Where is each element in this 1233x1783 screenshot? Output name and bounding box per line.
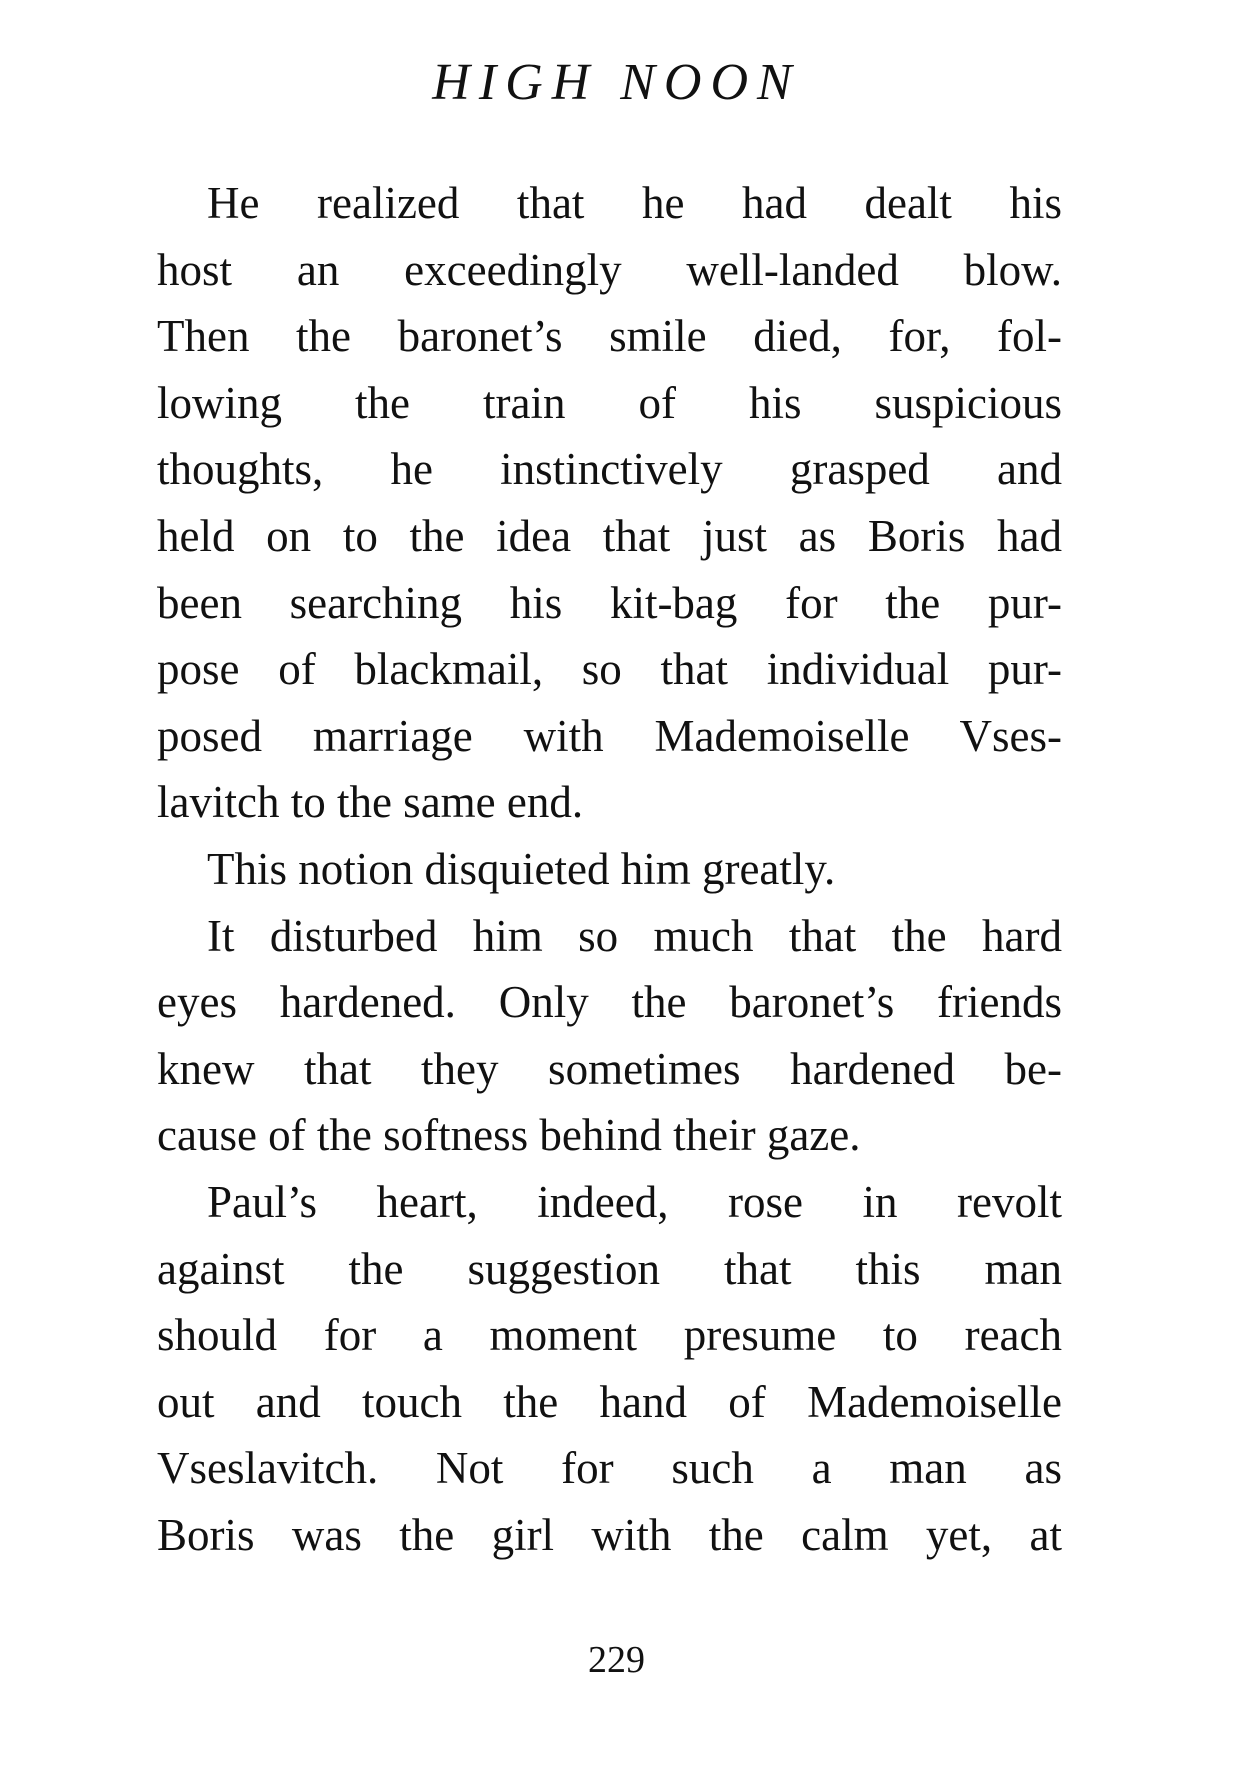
text-line: It disturbed him so much that the hard: [207, 910, 1062, 961]
text-line: eyes hardened. Only the baronet’s friends: [157, 977, 1062, 1028]
text-line: thoughts, he instinctively grasped and: [157, 444, 1062, 495]
text-line: should for a moment presume to reach: [157, 1310, 1062, 1361]
text-line: cause of the softness behind their gaze.: [157, 1110, 861, 1161]
text-line: Vseslavitch. Not for such a man as: [157, 1443, 1062, 1494]
text-line: against the suggestion that this man: [157, 1243, 1062, 1294]
text-line: been searching his kit-bag for the pur-: [157, 577, 1062, 628]
text-line: He realized that he had dealt his: [207, 178, 1062, 228]
text-line: out and touch the hand of Mademoiselle: [157, 1376, 1062, 1427]
text-line: Paul’s heart, indeed, rose in revolt: [207, 1176, 1062, 1227]
body-text: [157, 170, 1062, 1568]
text-line: This notion disquieted him greatly.: [207, 843, 836, 894]
running-head: HIGH NOON: [432, 54, 801, 111]
text-line: held on to the idea that just as Boris had: [157, 510, 1062, 561]
text-line: host an exceedingly well-landed blow.: [157, 244, 1062, 295]
text-line: Then the baronet’s smile died, for, fol-: [157, 311, 1062, 362]
text-line: pose of blackmail, so that individual pur-: [157, 644, 1062, 695]
text-line: Boris was the girl with the calm yet, at: [157, 1509, 1062, 1560]
text-line: posed marriage with Mademoiselle Vses-: [157, 710, 1062, 761]
text-line: lavitch to the same end.: [157, 777, 584, 828]
text-line: knew that they sometimes hardened be-: [157, 1043, 1062, 1094]
text-line: lowing the train of his suspicious: [157, 377, 1062, 428]
page-number: 229: [588, 1639, 645, 1681]
